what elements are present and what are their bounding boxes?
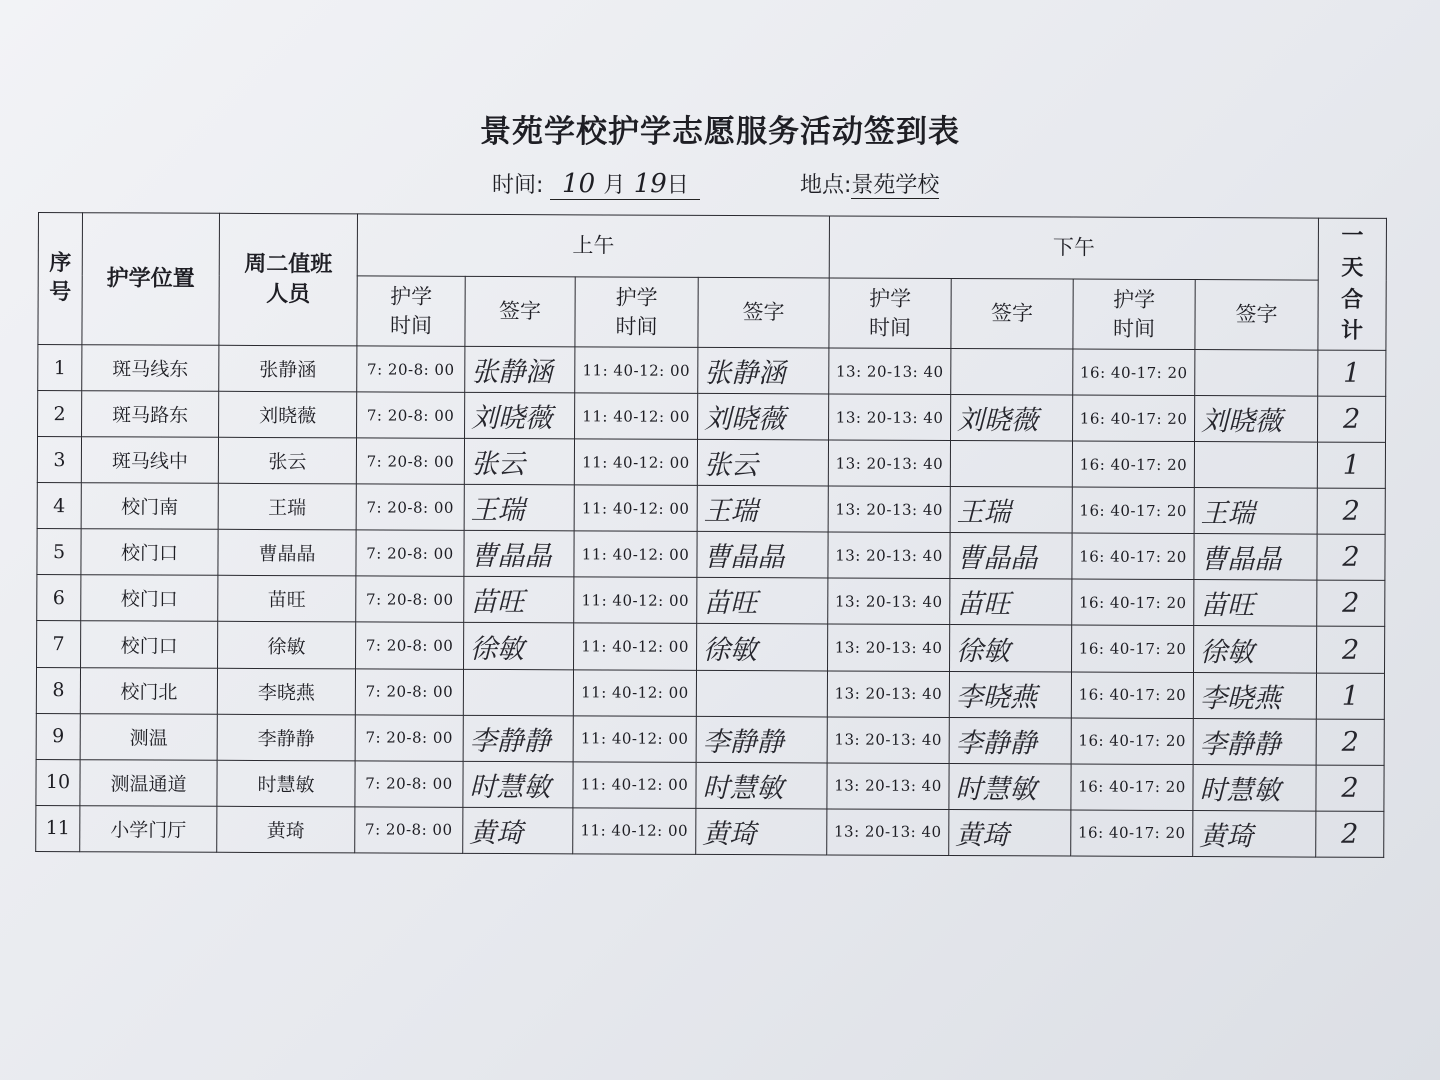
cell-am-signature-2: 苗旺 [697,578,828,625]
cell-am-signature-2: 王瑞 [697,486,828,533]
cell-seq: 2 [38,391,82,437]
cell-am-time-2: 11: 40-12: 00 [575,393,698,440]
header-staff: 周二值班人员 [219,213,358,346]
month-value: 10 [562,169,596,199]
cell-pm-signature-1: 时慧敏 [949,763,1071,810]
cell-pm-signature-2: 苗旺 [1194,580,1317,627]
cell-pm-time-2: 16: 40-17: 20 [1072,579,1194,626]
cell-staff: 刘晓薇 [219,391,357,438]
cell-pm-time-2: 16: 40-17: 20 [1071,764,1193,811]
cell-am-time-2: 11: 40-12: 00 [573,808,696,855]
cell-am-time-2: 11: 40-12: 00 [574,485,697,532]
cell-am-signature-1: 张静涵 [465,346,575,393]
cell-staff: 苗旺 [218,576,356,623]
header-pm-duty-time-1: 护学时间 [829,278,951,349]
table-row [38,391,1386,443]
cell-day-total: 2 [1316,765,1384,811]
cell-position: 校门口 [81,575,218,622]
cell-day-total: 1 [1316,673,1384,719]
header-pm: 下午 [829,216,1318,280]
time-label: 时间: [492,173,544,198]
cell-am-signature-1: 苗旺 [464,577,574,624]
header-am-sign-1: 签字 [465,276,575,346]
cell-am-time-2: 11: 40-12: 00 [574,439,697,486]
cell-pm-signature-2: 黄琦 [1193,810,1316,857]
header-am: 上午 [357,214,829,278]
cell-am-time-2: 11: 40-12: 00 [574,531,697,578]
cell-am-signature-2: 张静涵 [698,347,829,394]
cell-pm-signature-2 [1194,442,1317,489]
cell-am-signature-1: 张云 [464,439,574,486]
cell-am-signature-2: 李静静 [696,716,827,763]
cell-am-signature-2: 张云 [697,440,828,487]
cell-seq: 8 [36,667,80,713]
table-row [36,805,1384,857]
cell-am-signature-2: 曹晶晶 [697,532,828,579]
cell-staff: 时慧敏 [217,760,355,807]
cell-day-total: 2 [1317,534,1385,580]
cell-pm-signature-1: 王瑞 [950,487,1072,534]
cell-seq: 4 [37,483,81,529]
cell-pm-signature-1 [950,441,1072,488]
cell-position: 校门北 [80,667,217,714]
cell-position: 小学门厅 [80,805,217,852]
cell-am-time-1: 7: 20-8: 00 [356,438,464,485]
signin-table [35,212,1387,858]
cell-seq: 9 [36,713,80,759]
cell-pm-time-2: 16: 40-17: 20 [1072,533,1194,580]
cell-pm-time-2: 16: 40-17: 20 [1072,487,1194,534]
cell-am-signature-2: 黄琦 [696,808,827,855]
cell-day-total: 2 [1318,396,1386,442]
date-value [550,168,700,200]
cell-pm-time-2: 16: 40-17: 20 [1072,441,1194,488]
cell-am-time-2: 11: 40-12: 00 [574,623,697,670]
cell-position: 校门南 [81,483,218,530]
cell-am-time-1: 7: 20-8: 00 [356,530,464,577]
cell-am-signature-1: 王瑞 [464,485,574,532]
cell-pm-signature-2 [1195,350,1318,397]
header-am-duty-time-2: 护学时间 [575,277,698,348]
cell-pm-signature-2: 李晓燕 [1193,672,1316,719]
cell-pm-time-1: 13: 20-13: 40 [827,809,949,856]
cell-pm-time-2: 16: 40-17: 20 [1071,810,1193,857]
cell-pm-signature-2: 曹晶晶 [1194,534,1317,581]
table-row [36,759,1384,811]
cell-pm-signature-1: 刘晓薇 [951,395,1073,442]
cell-seq: 3 [37,437,81,483]
cell-pm-signature-1: 苗旺 [950,579,1072,626]
cell-position: 校门口 [81,621,218,668]
cell-am-time-1: 7: 20-8: 00 [357,392,465,439]
cell-seq: 7 [37,621,81,667]
cell-pm-signature-2: 时慧敏 [1193,764,1316,811]
cell-seq: 6 [37,575,81,621]
cell-am-time-1: 7: 20-8: 00 [356,484,464,531]
cell-am-signature-1: 刘晓薇 [465,392,575,439]
cell-am-signature-2: 徐敏 [697,624,828,671]
cell-day-total: 2 [1316,719,1384,765]
cell-position: 斑马线东 [82,345,219,392]
cell-am-time-2: 11: 40-12: 00 [573,715,696,762]
table-row [38,345,1386,397]
place-field [800,168,939,199]
cell-staff: 李静静 [217,714,355,761]
table-row [37,575,1385,627]
cell-pm-time-1: 13: 20-13: 40 [829,348,951,395]
table-row [37,483,1385,535]
header-am-sign-2: 签字 [698,277,829,348]
cell-staff: 张云 [218,437,356,484]
cell-position: 斑马路东 [82,391,219,438]
cell-day-total: 1 [1318,350,1386,396]
cell-pm-time-1: 13: 20-13: 40 [827,763,949,810]
cell-am-time-2: 11: 40-12: 00 [575,347,698,394]
header-position: 护学位置 [82,213,220,346]
cell-pm-time-2: 16: 40-17: 20 [1072,625,1194,672]
header-am-duty-time-1: 护学时间 [357,276,465,346]
cell-seq: 10 [36,759,80,805]
table-row [37,529,1385,581]
cell-pm-time-2: 16: 40-17: 20 [1073,395,1195,442]
place-label: 地点: [800,173,852,198]
cell-seq: 11 [36,805,80,851]
cell-am-time-1: 7: 20-8: 00 [355,715,463,762]
month-label: 月 [603,173,626,198]
cell-seq: 5 [37,529,81,575]
cell-pm-time-2: 16: 40-17: 20 [1071,718,1193,765]
sheet-title: 景苑学校护学志愿服务活动签到表 [480,114,960,150]
cell-am-signature-1: 黄琦 [463,807,573,854]
cell-staff: 张静涵 [219,345,357,392]
cell-position: 校门口 [81,529,218,576]
cell-pm-time-1: 13: 20-13: 40 [828,532,950,579]
header-pm-sign-1: 签字 [951,278,1073,349]
cell-pm-signature-1: 李晓燕 [949,671,1071,718]
cell-am-time-2: 11: 40-12: 00 [574,577,697,624]
cell-day-total: 2 [1317,488,1385,534]
cell-am-signature-2: 刘晓薇 [698,393,829,440]
cell-am-signature-2: 时慧敏 [696,762,827,809]
table-row [37,437,1385,489]
cell-am-signature-1: 李静静 [463,715,573,762]
cell-am-time-1: 7: 20-8: 00 [355,761,463,808]
cell-am-signature-1: 徐敏 [464,623,574,670]
header-pm-sign-2: 签字 [1195,280,1318,351]
cell-am-time-2: 11: 40-12: 00 [573,669,696,716]
cell-pm-time-2: 16: 40-17: 20 [1073,349,1195,396]
table-row [36,713,1384,765]
header-total: 一天合计 [1318,218,1387,350]
cell-pm-signature-1: 黄琦 [949,809,1071,856]
day-value: 19 [633,169,667,199]
cell-am-time-1: 7: 20-8: 00 [355,668,463,715]
cell-am-signature-1: 曹晶晶 [464,531,574,578]
cell-am-time-1: 7: 20-8: 00 [357,346,465,393]
date-field [492,168,700,200]
cell-seq: 1 [38,345,82,391]
cell-am-time-1: 7: 20-8: 00 [356,622,464,669]
cell-am-time-2: 11: 40-12: 00 [573,762,696,809]
cell-pm-time-2: 16: 40-17: 20 [1071,672,1193,719]
cell-pm-time-1: 13: 20-13: 40 [828,624,950,671]
cell-am-signature-1: 时慧敏 [463,761,573,808]
cell-pm-time-1: 13: 20-13: 40 [827,670,949,717]
cell-position: 斑马线中 [81,437,218,484]
cell-pm-time-1: 13: 20-13: 40 [828,578,950,625]
cell-pm-time-1: 13: 20-13: 40 [829,394,951,441]
cell-pm-signature-1: 李静静 [949,717,1071,764]
cell-day-total: 2 [1317,627,1385,673]
cell-pm-signature-1: 曹晶晶 [950,533,1072,580]
header-pm-duty-time-2: 护学时间 [1073,279,1195,350]
cell-pm-time-1: 13: 20-13: 40 [828,440,950,487]
cell-pm-signature-2: 王瑞 [1194,488,1317,535]
cell-staff: 李晓燕 [217,668,355,715]
cell-staff: 曹晶晶 [218,530,356,577]
cell-position: 测温通道 [80,759,217,806]
cell-position: 测温 [80,713,217,760]
day-label: 日 [666,173,689,198]
cell-am-signature-1 [463,669,573,716]
cell-staff: 徐敏 [218,622,356,669]
cell-pm-signature-2: 刘晓薇 [1195,396,1318,443]
cell-am-time-1: 7: 20-8: 00 [356,576,464,623]
cell-pm-time-1: 13: 20-13: 40 [827,717,949,764]
table-row [37,621,1385,673]
header-seq: 序号 [38,213,83,345]
cell-am-time-1: 7: 20-8: 00 [355,807,463,854]
cell-day-total: 1 [1317,442,1385,488]
cell-day-total: 2 [1316,811,1384,858]
cell-pm-signature-1 [951,348,1073,395]
cell-pm-time-1: 13: 20-13: 40 [828,486,950,533]
cell-am-signature-2 [696,670,827,717]
cell-day-total: 2 [1317,580,1385,626]
cell-staff: 黄琦 [217,806,355,853]
table-row [36,667,1384,719]
cell-pm-signature-2: 徐敏 [1194,626,1317,673]
cell-pm-signature-2: 李静静 [1193,718,1316,765]
cell-pm-signature-1: 徐敏 [950,625,1072,672]
place-value: 景苑学校 [851,173,940,198]
cell-staff: 王瑞 [218,484,356,531]
